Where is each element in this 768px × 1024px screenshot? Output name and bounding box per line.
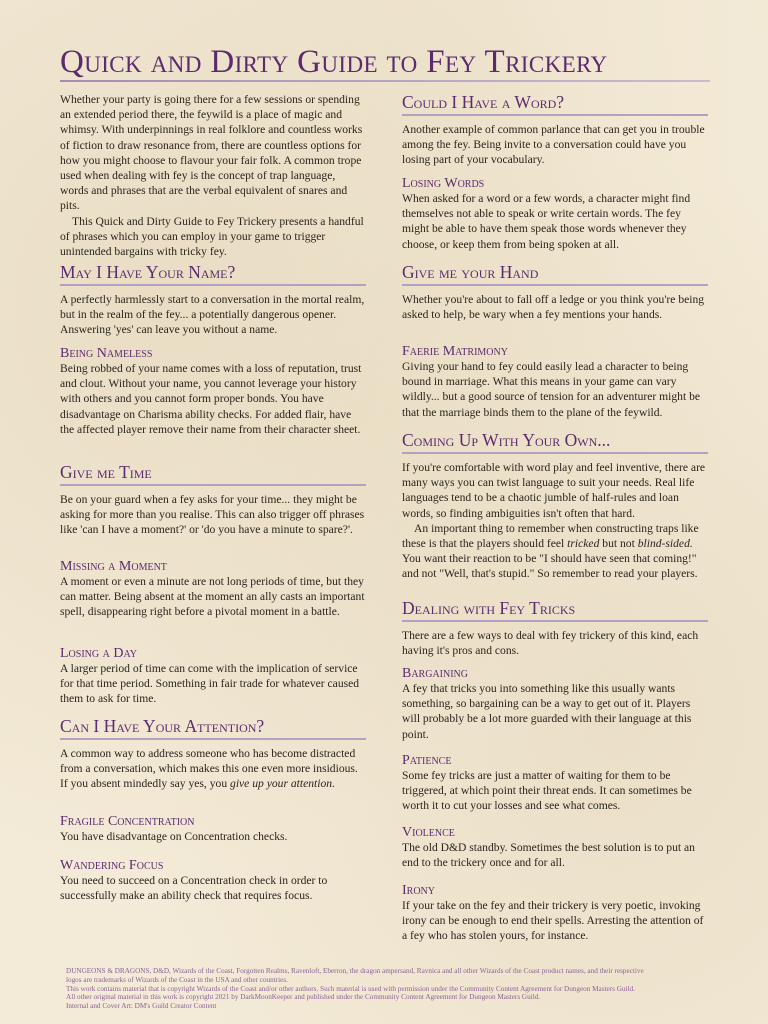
violence-subsection xyxy=(402,825,708,870)
matrimony-subsection xyxy=(402,344,708,420)
irony-subsection xyxy=(402,883,708,944)
subsection-text: You have disadvantage on Concentration checks. xyxy=(60,830,288,843)
section-text: A perfectly harmlessly start to a conversation in the mortal realm, but in the realm of the fey... a potentially dangerous opener. Answering 'yes' can leave you without a name. xyxy=(60,293,365,337)
emphasis-text: give up your attention. xyxy=(230,777,335,791)
section-text: Whether you're about to fall off a ledge or you think you're being asked to help, be wary when a fey mentions your hands. xyxy=(402,293,705,322)
subsection-heading: Faerie Matrimony xyxy=(402,344,508,359)
section-text: An important thing to remember when constructing traps like these is that the players should feel tricked but not blind-sided. You want their reaction to be "I should have seen that coming!" and not "Well, that's stupid." So remember to read your players. xyxy=(402,521,699,581)
footer-line: This work contains material that is copyright Wizards of the Coast and/or other authors. Such material is used with permission under the Community Content Agreement for Dungeon Masters Guild. xyxy=(66,984,635,993)
section-heading: May I Have Your Name? xyxy=(60,262,366,286)
subsection-text: Some fey tricks are just a matter of waiting for them to be triggered, at which point their threat ends. It can sometimes be worth it to cut your losses and see what comes. xyxy=(402,769,692,813)
title-divider xyxy=(60,80,710,82)
subsection-heading: Violence xyxy=(402,825,455,840)
dealing-section xyxy=(402,598,708,658)
subsection-text: Being robbed of your name comes with a loss of reputation, trust and clout. Without your name, you cannot leverage your history with others and you cannot form proper bonds. You have disadvantage on Charisma ability checks. For added flair, have the affected player remove their name from their character sheet. xyxy=(60,362,362,436)
hand-section xyxy=(402,262,708,322)
time-section xyxy=(60,462,366,538)
section-text: Another example of common parlance that can get you in trouble among the fey. Being invite to a conversation could have you losing part of your vocabulary. xyxy=(402,123,705,167)
subsection-heading: Wandering Focus xyxy=(60,858,164,873)
nameless-subsection xyxy=(60,346,366,437)
intro-section xyxy=(60,92,366,259)
page-title: Quick and Dirty Guide to Fey Trickery xyxy=(60,44,608,80)
subsection-text: The old D&D standby. Sometimes the best solution is to put an end to the trickery once and for all. xyxy=(402,841,695,870)
subsection-heading: Losing a Day xyxy=(60,646,137,661)
section-text: There are a few ways to deal with fey trickery of this kind, each having it's pros and cons. xyxy=(402,629,699,658)
emphasis-text: blind-sided. xyxy=(637,537,693,551)
moment-subsection xyxy=(60,559,366,620)
section-heading: Can I Have Your Attention? xyxy=(60,716,366,740)
subsection-text: If your take on the fey and their trickery is very poetic, invoking irony can be enough to end their spells. Arresting the attention of a fey who has stolen yours, for instance. xyxy=(402,899,704,943)
legal-footer xyxy=(66,967,716,1011)
fragile-subsection xyxy=(60,814,366,844)
subsection-text: When asked for a word or a few words, a character might find themselves not able to speak or write certain words. The fey might be able to have them speak those words whenever they choose, or keep them from being spoken at all. xyxy=(402,192,691,251)
word-section xyxy=(402,92,708,168)
footer-line: All other original material in this work is copyright 2021 by DarkMoonKeeper and published under the Community Content Agreement for Dungeon Masters Guild. xyxy=(66,993,541,1002)
subsection-heading: Irony xyxy=(402,883,435,898)
section-text: A common way to address someone who has become distracted from a conversation, which makes this one even more insidious. If you absent mindedly say yes, you give up your attention. xyxy=(60,747,358,791)
subsection-heading: Being Nameless xyxy=(60,346,153,361)
subsection-heading: Fragile Concentration xyxy=(60,814,195,829)
section-text: Be on your guard when a fey asks for your time... they might be asking for more than you realise. This can also trigger off phrases like 'can I have a moment?' or 'do you have a minute to spare?'. xyxy=(60,493,365,537)
section-heading: Give me your Hand xyxy=(402,262,708,286)
subsection-text: You need to succeed on a Concentration check in order to successfully make an ability check that requires focus. xyxy=(60,874,328,903)
intro-paragraph: This Quick and Dirty Guide to Fey Trickery presents a handful of phrases which you can employ in your game to trigger unintended bargains with tricky fey. xyxy=(60,214,364,259)
subsection-text: A larger period of time can come with the implication of service for that time period. Something in fair trade for whatever caused them to ask for time. xyxy=(60,662,360,706)
subsection-heading: Bargaining xyxy=(402,666,468,681)
footer-line: DUNGEONS & DRAGONS, D&D, Wizards of the Coast, Forgotten Realms, Ravenloft, Eberron, the dragon ampersand, Ravnica and all other Wizards of the Coast product names, and their respective xyxy=(66,967,644,975)
wandering-subsection xyxy=(60,858,366,903)
section-heading: Coming Up With Your Own... xyxy=(402,430,708,454)
subsection-heading: Patience xyxy=(402,753,452,768)
section-heading: Give me Time xyxy=(60,462,366,486)
subsection-text: Giving your hand to fey could easily lead a character to being bound in marriage. What this means in your game can vary wildly... but a good source of tension for an adventurer might be that the marriage binds them to the plane of the feywild. xyxy=(402,360,701,419)
subsection-heading: Missing a Moment xyxy=(60,559,167,574)
subsection-text: A fey that tricks you into something like this usually wants something, so bargaining can be a way to get out of it. Players will probably be a lot more guarded with their language at this point. xyxy=(402,682,692,741)
footer-line: logos are trademarks of Wizards of the Coast in the USA and other countries. xyxy=(66,975,288,984)
name-section xyxy=(60,262,366,338)
patience-subsection xyxy=(402,753,708,814)
section-heading: Dealing with Fey Tricks xyxy=(402,598,708,622)
own-section xyxy=(402,430,708,582)
subsection-heading: Losing Words xyxy=(402,176,485,191)
section-text: If you're comfortable with word play and feel inventive, there are many ways you can twist language to suit your needs. Real life languages tend to be a chaotic jumble of half-rules and loan words, so finding ambiguities isn't often that hard. xyxy=(402,461,706,520)
losing-words-subsection xyxy=(402,176,708,252)
attention-section xyxy=(60,716,366,792)
bargaining-subsection xyxy=(402,666,708,742)
subsection-text: A moment or even a minute are not long periods of time, but they can matter. Being absent at the moment an ally casts an important spell, disappearing right before a pivotal moment in a battle. xyxy=(60,575,365,619)
intro-paragraph: Whether your party is going there for a few sessions or spending an extended period there, the feywild is a place of magic and whimsy. With underpinnings in real folklore and countless works of fiction to draw resonance from, there are countless options for how you might choose to flavour your fair folk. A common trope used when dealing with fey is the concept of trap language, words and phrases that are the verbal equivalent of snares and pits. xyxy=(60,93,363,213)
day-subsection xyxy=(60,646,366,707)
section-heading: Could I Have a Word? xyxy=(402,92,708,116)
emphasis-text: tricked xyxy=(567,537,600,551)
footer-line: Internal and Cover Art: DM's Guild Creator Content xyxy=(66,1002,217,1011)
